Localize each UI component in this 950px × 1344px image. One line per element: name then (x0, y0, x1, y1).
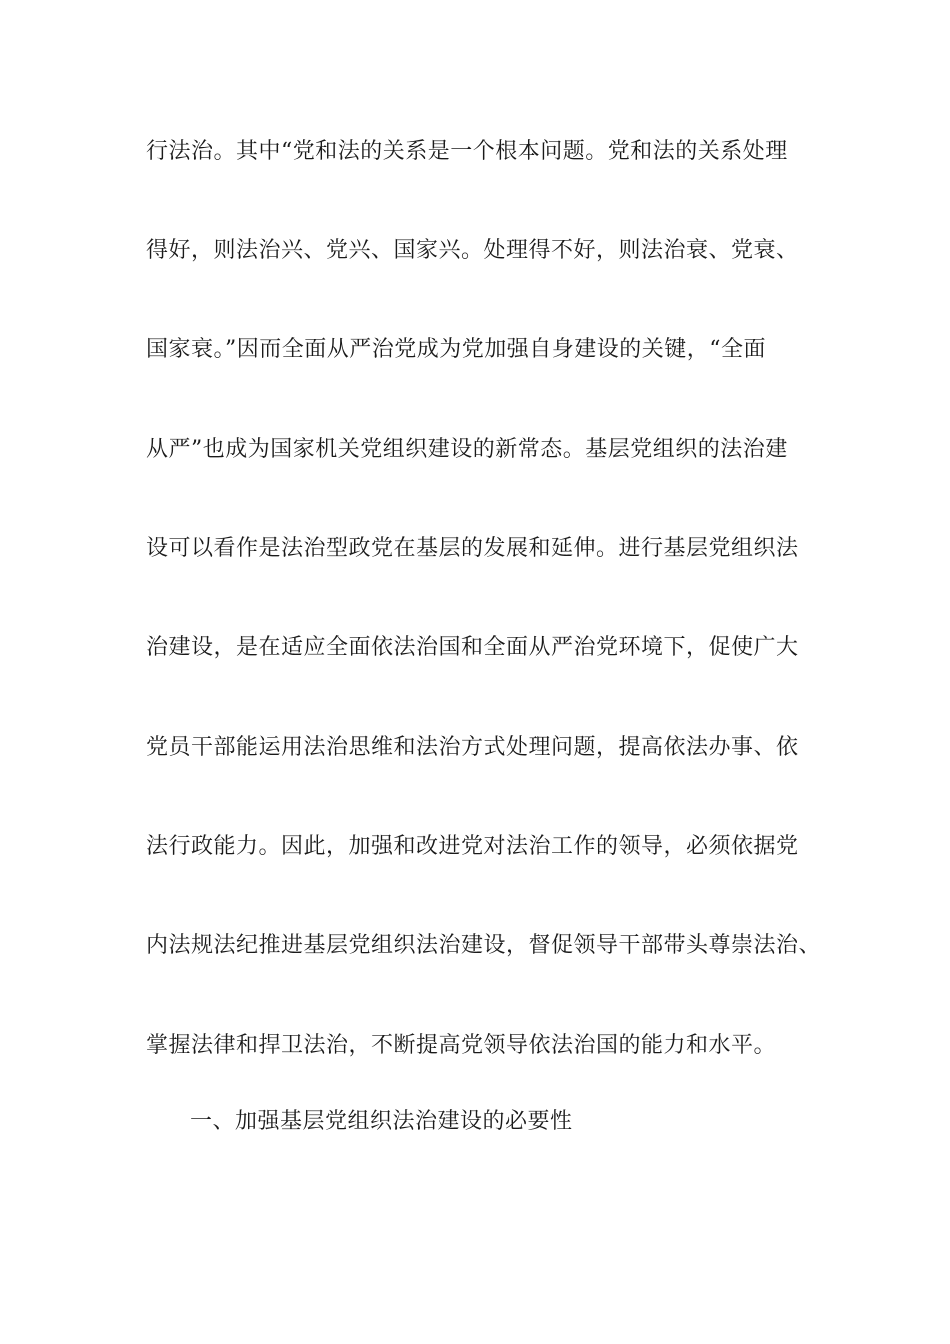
paragraph-line: 党员干部能运用法治思维和法治方式处理问题，提高依法办事、依 (146, 735, 799, 760)
paragraph-line: 国家衰。”因而全面从严治党成为党加强自身建设的关键，“全面 (146, 337, 766, 362)
section-heading: 一、加强基层党组织法治建设的必要性 (190, 1109, 573, 1134)
paragraph-line: 得好，则法治兴、党兴、国家兴。处理得不好，则法治衰、党衰、 (146, 238, 799, 263)
paragraph-line: 治建设，是在适应全面依法治国和全面从严治党环境下，促使广大 (146, 635, 799, 660)
paragraph-line: 掌握法律和捍卫法治，不断提高党领导依法治国的能力和水平。 (146, 1033, 777, 1058)
paragraph-line: 行法治。其中“党和法的关系是一个根本问题。党和法的关系处理 (146, 139, 788, 164)
paragraph-line: 设可以看作是法治型政党在基层的发展和延伸。进行基层党组织法 (146, 536, 799, 561)
paragraph-line: 内法规法纪推进基层党组织法治建设，督促领导干部带头尊崇法治、 (146, 933, 822, 958)
paragraph-line: 从严”也成为国家机关党组织建设的新常态。基层党组织的法治建 (146, 437, 788, 462)
paragraph-line: 法行政能力。因此，加强和改进党对法治工作的领导，必须依据党 (146, 834, 799, 859)
